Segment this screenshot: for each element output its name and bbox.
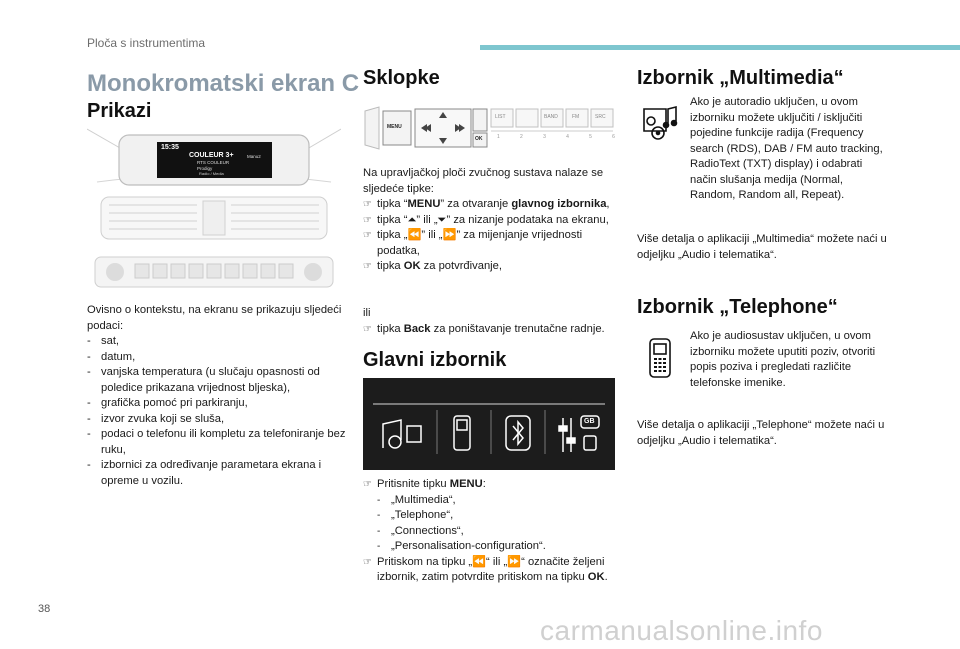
preset-number: 2 — [520, 134, 523, 140]
title-controls: Sklopke — [363, 67, 440, 89]
list-item: - izbornici za određivanje parametara ekrana i opreme u vozilu. — [87, 458, 347, 489]
band-key-label: BAND — [544, 114, 558, 120]
text-part: : — [482, 478, 486, 490]
multimedia-icon — [640, 103, 680, 141]
header-accent-bar — [480, 45, 960, 50]
title-telephone-menu: Izbornik „Telephone“ — [637, 296, 838, 318]
list-item: - podaci o telefonu ili kompletu za telefoniranje bez ruku, — [87, 427, 347, 458]
list-item: - grafička pomoć pri parkiranju, — [87, 396, 347, 412]
section-label: Ploča s instrumentima — [87, 36, 206, 50]
menu-key-label: MENU — [387, 124, 402, 130]
watermark: carmanualsonline.info — [540, 615, 823, 646]
menu-options-list — [377, 493, 623, 555]
list-item: - vanjska temperatura (u slučaju opasnosti od poledice prikazana vrijednost bljeska), — [87, 365, 347, 396]
controls-panel-illustration — [363, 103, 615, 153]
ok-key-label: OK — [475, 136, 483, 142]
text-part: tipka “ — [377, 198, 408, 210]
list-item — [363, 555, 623, 586]
telephone-icon — [648, 337, 672, 379]
text-part: tipka — [377, 323, 404, 335]
screen-artist: Prodigy — [197, 166, 213, 171]
key-name: OK — [587, 571, 605, 583]
displays-list — [87, 334, 347, 489]
list-item: ☞ tipka “⏶” ili „⏷” za nizanje podataka na ekranu, — [363, 213, 615, 229]
key-name: MENU — [407, 198, 441, 210]
preset-number: 3 — [543, 134, 546, 140]
or-text: ili — [363, 307, 371, 319]
main-menu-steps — [363, 477, 623, 586]
text-part: . — [604, 571, 608, 583]
title-main-menu: Glavni izbornik — [363, 349, 507, 371]
text-part: ” za otvaranje — [440, 198, 512, 210]
list-key-label: LIST — [495, 114, 506, 120]
emphasis: glavnog izbornika — [511, 198, 607, 210]
list-item — [363, 197, 615, 213]
controls-list-alt — [363, 322, 615, 338]
list-item: - „Multimedia“, — [377, 493, 623, 509]
main-menu-illustration — [363, 378, 615, 470]
controls-intro: Na upravljačkoj ploči zvučnog sustava nalaze se sljedeće tipke: — [363, 167, 604, 195]
screen-time: 15:35 — [161, 144, 179, 151]
key-name: Back — [403, 323, 431, 335]
displays-intro: Ovisno o kontekstu, na ekranu se prikazuju sljedeći podaci: — [87, 304, 342, 332]
text-part: Pritisnite tipku — [377, 478, 450, 490]
list-item: - sat, — [87, 334, 347, 350]
list-item — [363, 259, 615, 275]
title-multimedia-menu: Izbornik „Multimedia“ — [637, 67, 844, 89]
preset-number: 6 — [612, 134, 615, 140]
text-part: Pritiskom na tipku „⏪“ ili „⏩“ označite željeni izbornik, zatim potvrdite pritiskom na tipku — [377, 555, 605, 583]
src-key-label: SRC — [595, 114, 606, 120]
preset-number: 5 — [589, 134, 592, 140]
multimedia-description: Ako je autoradio uključen, u ovom izborniku možete uključiti / isključiti pojedine funkcije radija (Frequency search (RDS), DAB / FM auto tracking, RadioText (TXT) display) i odabrati način slušanja medija (Normal, Random, Random all, Repeat). — [690, 96, 883, 201]
list-item: ☞ tipka „⏪” ili „⏩” za mijenjanje vrijednosti podatka, — [363, 228, 615, 259]
language-badge: GB — [584, 418, 595, 425]
screen-menu-hint: Radio / Media — [199, 171, 224, 176]
list-item: - datum, — [87, 350, 347, 366]
multimedia-more-info: Više detalja o aplikaciji „Multimedia“ možete naći u odjeljku „Audio i telematika“. — [637, 233, 887, 261]
dashboard-illustration — [87, 127, 341, 297]
screen-mode: Manu2 — [247, 154, 261, 159]
page-number: 38 — [38, 603, 51, 615]
controls-list — [363, 197, 615, 275]
list-item: - „Personalisation-configuration“. — [377, 539, 623, 555]
subtitle-displays: Prikazi — [87, 100, 152, 122]
preset-number: 1 — [497, 134, 500, 140]
telephone-description: Ako je audiosustav uključen, u ovom izborniku možete uputiti poziv, otvoriti popis poziva i pregledati različite telefonske imenike. — [690, 330, 876, 389]
list-item: - „Connections“, — [377, 524, 623, 540]
screen-station: RTS COULEUR — [197, 160, 230, 165]
text-part: za potvrđivanje, — [420, 260, 502, 272]
text-part: za poništavanje trenutačne radnje. — [430, 323, 605, 335]
fm-key-label: FM — [572, 114, 580, 120]
text-part: tipka — [377, 260, 404, 272]
preset-number: 4 — [566, 134, 569, 140]
list-item — [363, 477, 623, 555]
key-name: MENU — [449, 478, 483, 490]
title-monochrome-screen: Monokromatski ekran C — [87, 70, 360, 97]
screen-album: COULEUR 3+ — [189, 152, 234, 159]
list-item: - izvor zvuka koji se sluša, — [87, 412, 347, 428]
list-item: - „Telephone“, — [377, 508, 623, 524]
key-name: OK — [403, 260, 421, 272]
list-item — [363, 322, 615, 338]
preset-number-row — [497, 134, 615, 140]
text-part: , — [606, 198, 610, 210]
telephone-more-info: Više detalja o aplikaciji „Telephone“ možete naći u odjeljku „Audio i telematika“. — [637, 419, 885, 447]
